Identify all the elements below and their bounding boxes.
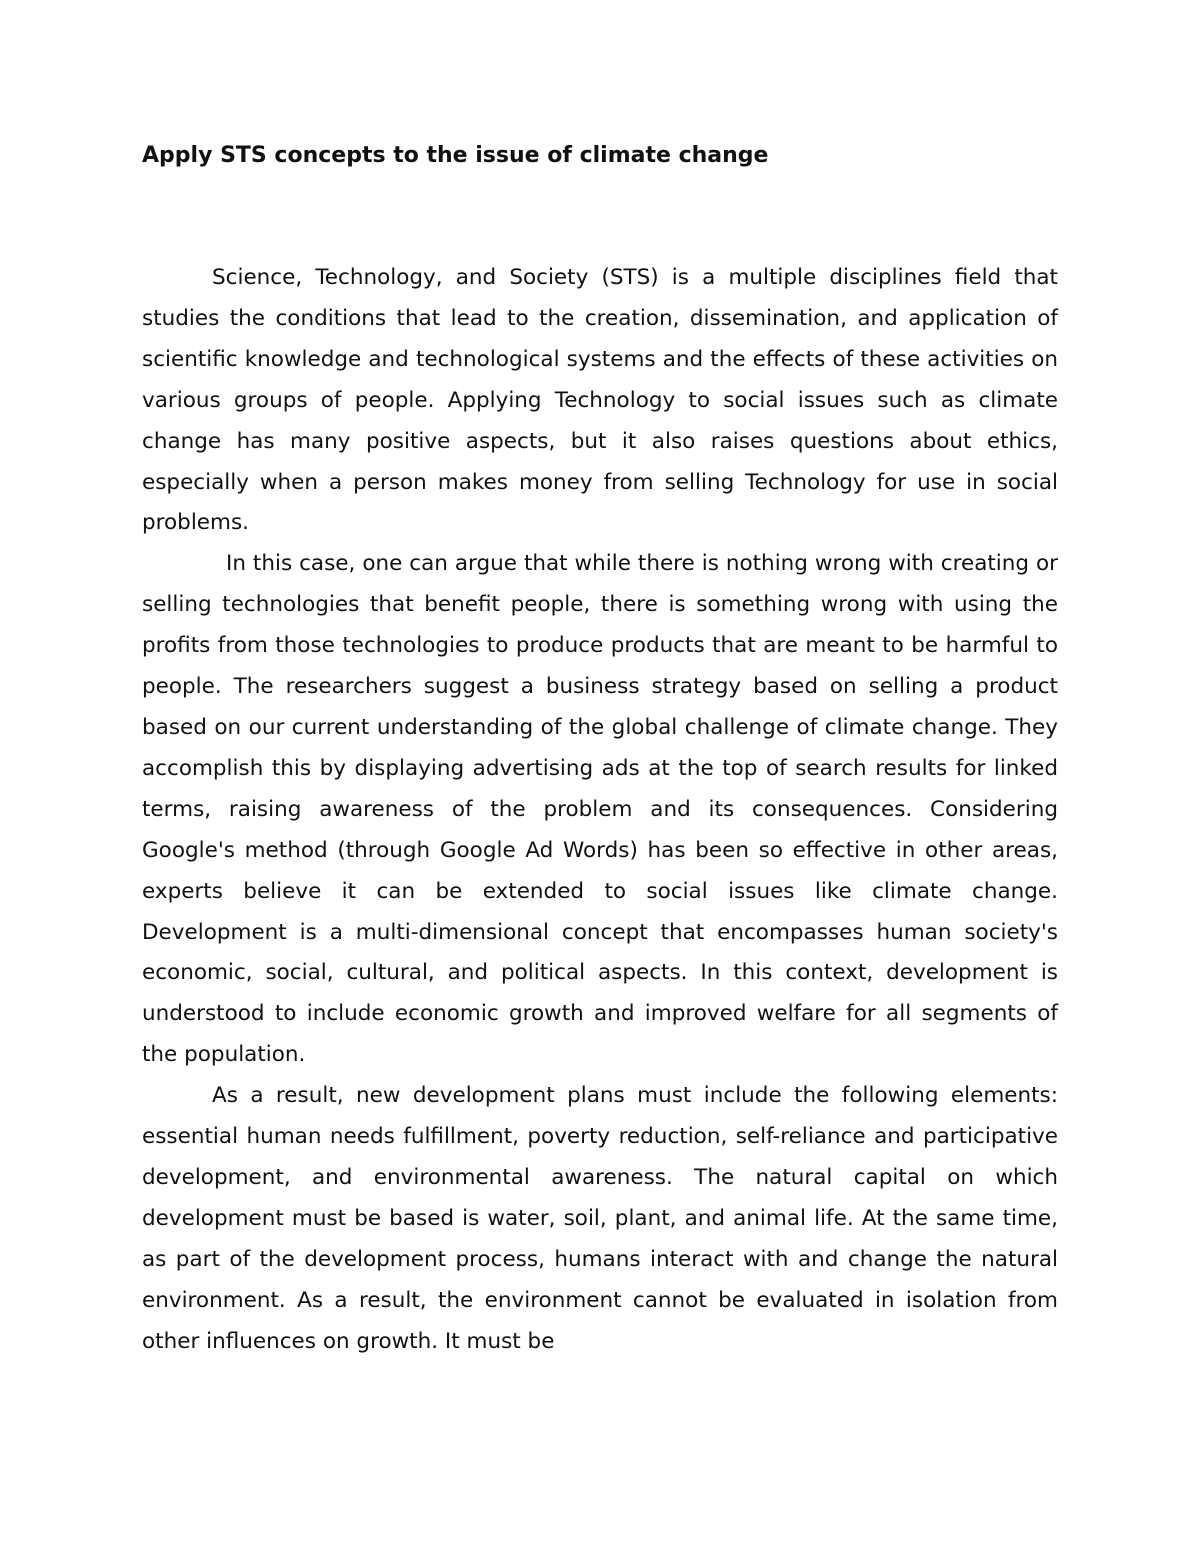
paragraph-development-plans: As a result, new development plans must include the following elements: essential human needs fulfillment, poverty reduction, self-reliance and participative development, and environmental awareness. The natural capital on which development must be based is water, soil, plant, and animal life. At the same time, as part of the development process, humans interact with and change the natural environment. As a result, the environment cannot be evaluated in isolation from other influences on growth. It must be (142, 1083, 1058, 1354)
document-title: Apply STS concepts to the issue of climate change (142, 143, 769, 168)
paragraph-sts-definition: Science, Technology, and Society (STS) is a multiple disciplines field that studies the conditions that lead to the creation, dissemination, and application of scientific knowledge and technological systems and the effects of these activities on various groups of people. Applying Technology to social issues such as climate change has many positive aspects, but it also raises questions about ethics, especially when a person makes money from selling Technology for use in social problems. (142, 265, 1058, 536)
document-body (142, 258, 1058, 1362)
paragraph-business-strategy: In this case, one can argue that while there is nothing wrong with creating or selling technologies that benefit people, there is something wrong with using the profits from those technologies to produce products that are meant to be harmful to people. The researchers suggest a business strategy based on selling a product based on our current understanding of the global challenge of climate change. They accomplish this by displaying advertising ads at the top of search results for linked terms, raising awareness of the problem and its consequences. Considering Google's method (through Google Ad Words) has been so effective in other areas, experts believe it can be extended to social issues like climate change. Development is a multi-dimensional concept that encompasses human society's economic, social, cultural, and political aspects. In this context, development is understood to include economic growth and improved welfare for all segments of the population. (142, 551, 1058, 1068)
